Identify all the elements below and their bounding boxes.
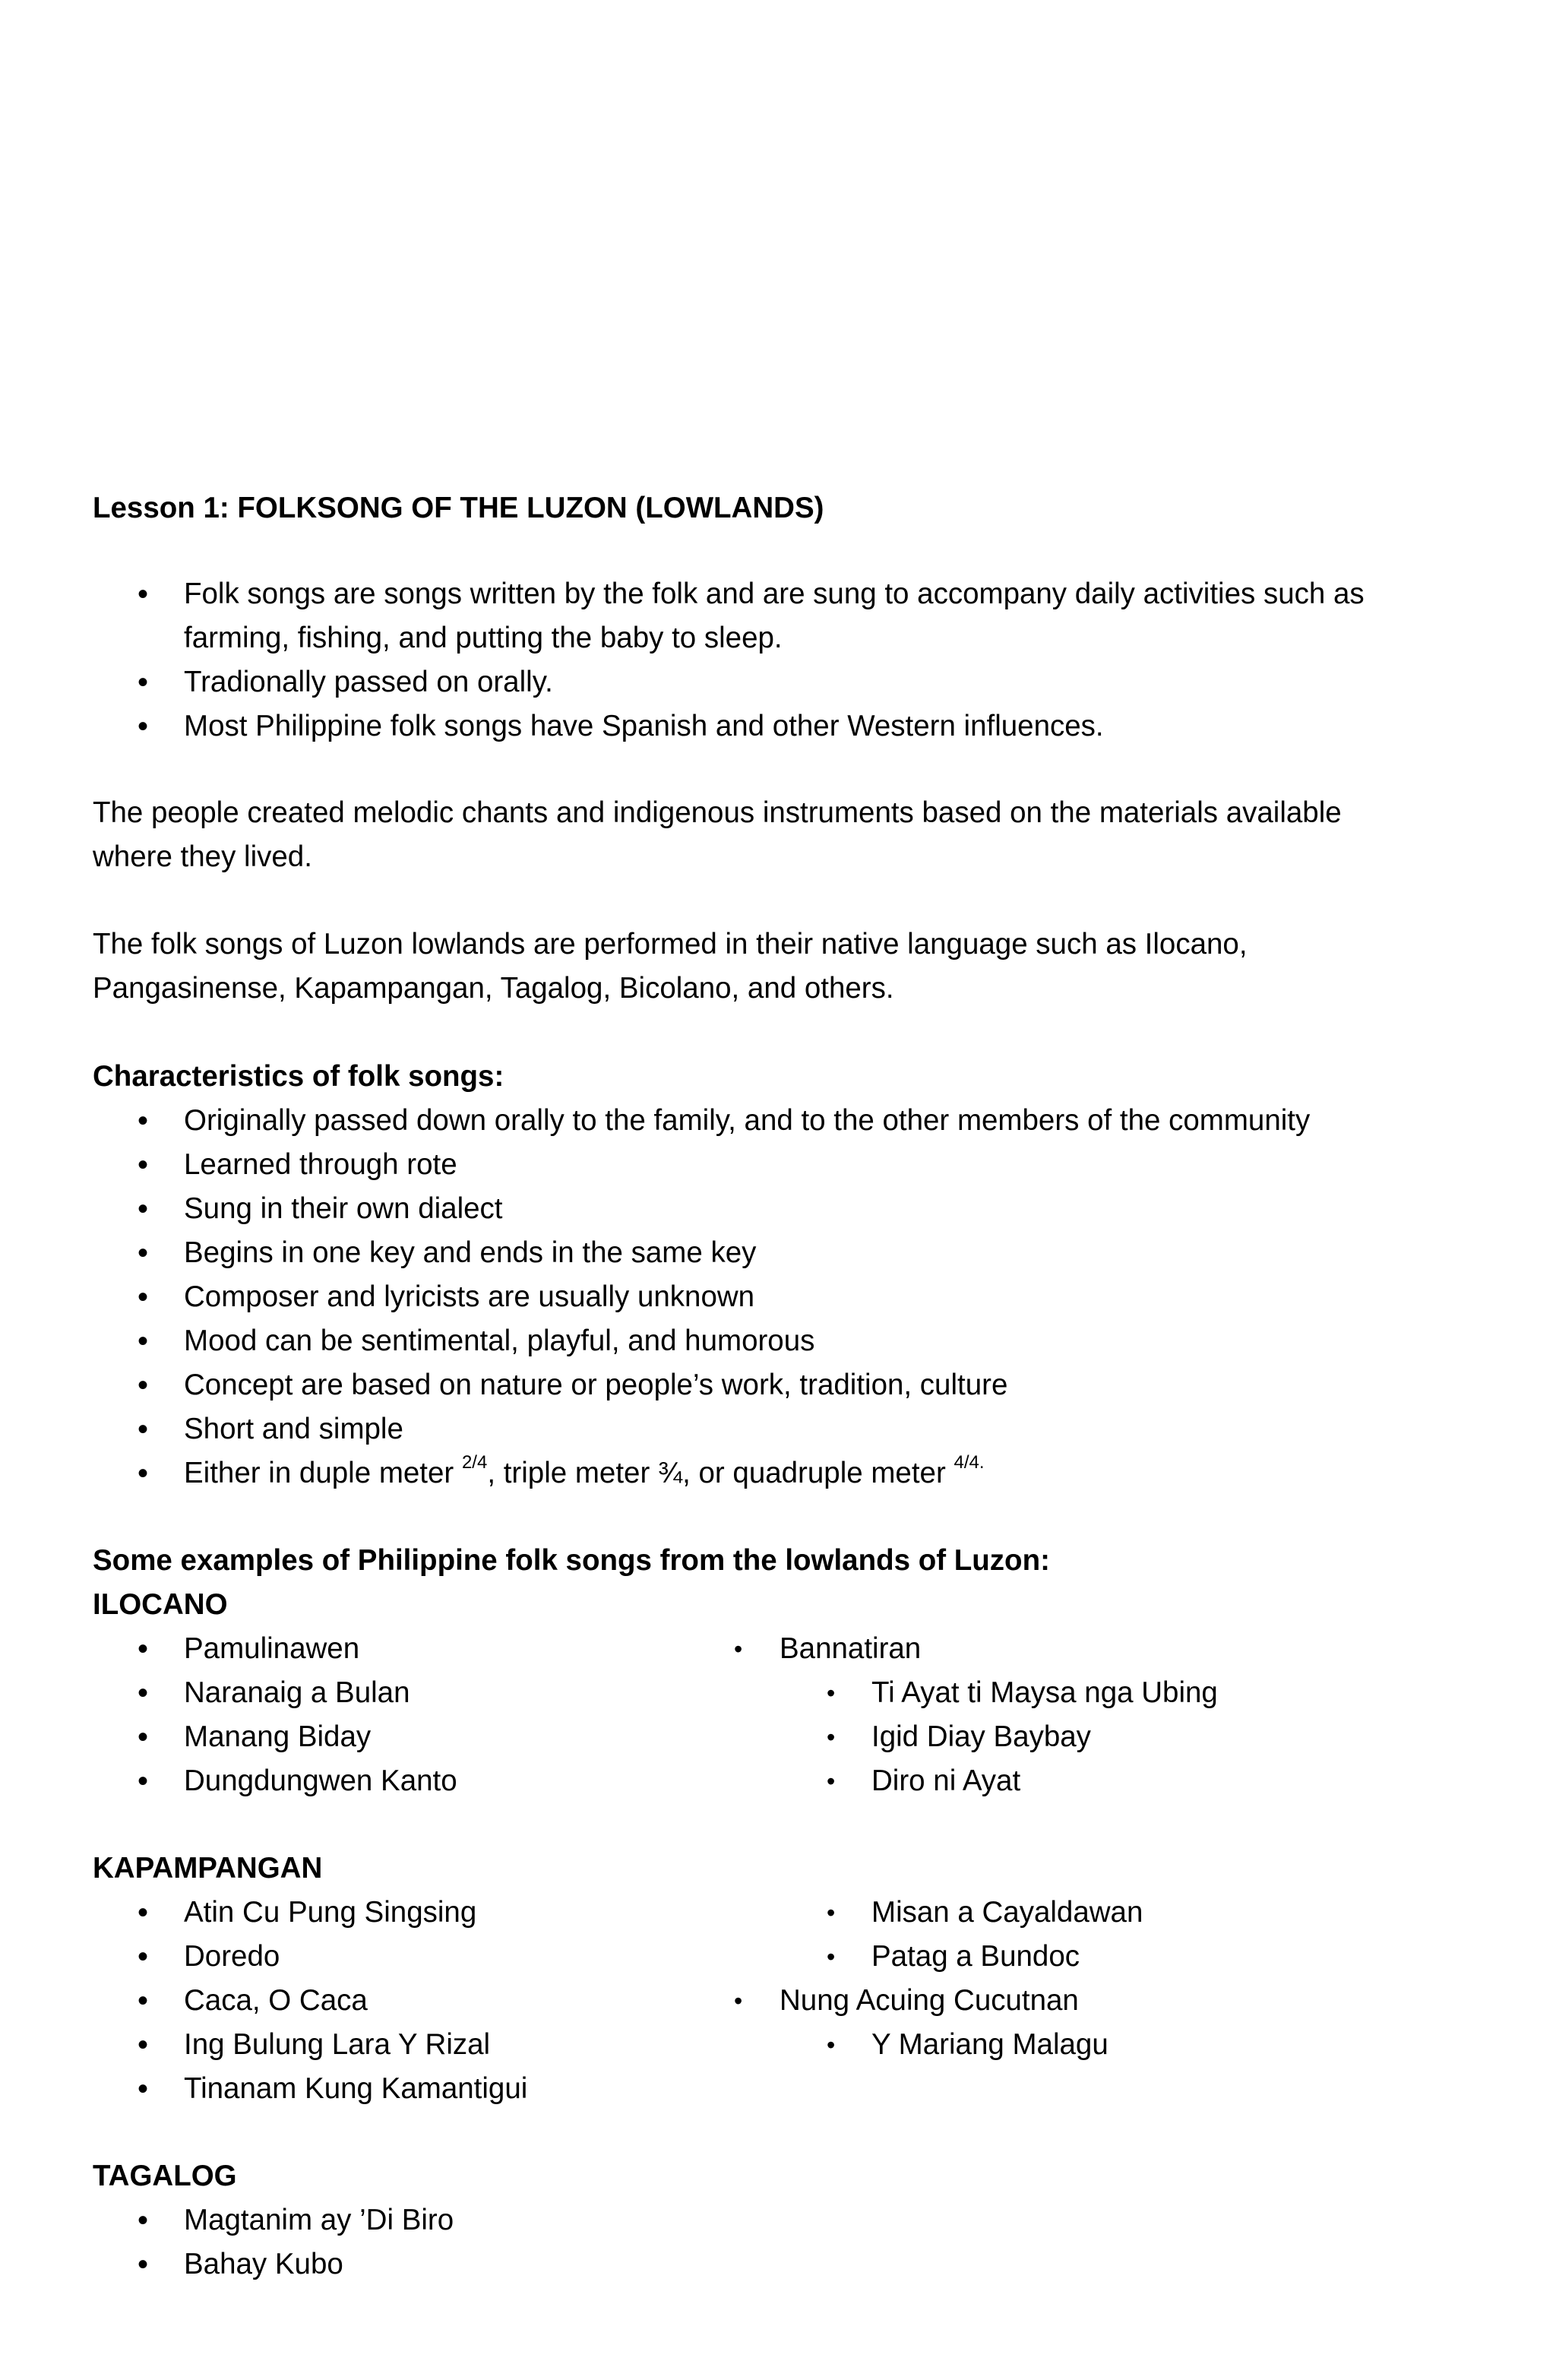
meter-text-b: , triple meter ¾, or quadruple meter [487, 1457, 954, 1489]
bullet-icon: • [138, 2028, 149, 2062]
paragraph-line: where they lived. [93, 840, 312, 873]
kapampangan-song-sub: Patag a Bundoc [871, 1940, 1080, 1973]
ilocano-song-sub: Igid Diay Baybay [871, 1720, 1091, 1753]
bullet-icon: • [138, 1236, 149, 1270]
bullet-icon: • [734, 1987, 743, 2014]
ilocano-song: Dungdungwen Kanto [184, 1764, 457, 1797]
meter-superscript-quadruple: 4/4. [954, 1451, 985, 1473]
bullet-icon: • [734, 1635, 743, 1663]
bullet-icon: • [138, 2072, 149, 2106]
characteristic-meter-item [184, 1451, 985, 1495]
bullet-icon: • [138, 1720, 149, 1754]
kapampangan-song: Tinanam Kung Kamantigui [184, 2072, 528, 2105]
bullet-icon: • [138, 1457, 149, 1490]
meter-superscript-duple: 2/4 [461, 1451, 488, 1473]
tagalog-song: Magtanim ay ’Di Biro [184, 2204, 454, 2236]
bullet-icon: • [138, 1192, 149, 1226]
intro-bullet: Tradionally passed on orally. [184, 666, 553, 698]
ilocano-heading: ILOCANO [93, 1588, 228, 1621]
kapampangan-song: Ing Bulung Lara Y Rizal [184, 2028, 491, 2061]
bullet-icon: • [138, 1413, 149, 1446]
bullet-icon: • [138, 1280, 149, 1314]
paragraph-line: Pangasinense, Kapampangan, Tagalog, Bicolano, and others. [93, 972, 894, 1005]
ilocano-song: Naranaig a Bulan [184, 1676, 410, 1709]
lesson-title: Lesson 1: FOLKSONG OF THE LUZON (LOWLANDS) [93, 492, 824, 524]
bullet-icon: • [138, 1632, 149, 1666]
characteristic-item: Short and simple [184, 1413, 403, 1445]
kapampangan-song: Atin Cu Pung Singsing [184, 1896, 477, 1929]
bullet-icon: • [138, 1325, 149, 1358]
bullet-icon: • [138, 710, 149, 743]
characteristic-item: Learned through rote [184, 1148, 457, 1181]
kapampangan-heading: KAPAMPANGAN [93, 1852, 323, 1885]
characteristic-item: Begins in one key and ends in the same key [184, 1236, 757, 1269]
kapampangan-song-sub: Y Mariang Malagu [871, 2028, 1108, 2061]
bullet-icon: • [138, 1940, 149, 1973]
bullet-icon: • [138, 1896, 149, 1929]
ilocano-song-sub: Ti Ayat ti Maysa nga Ubing [871, 1676, 1218, 1709]
intro-bullet: Folk songs are songs written by the folk and are sung to accompany daily activities such as [184, 578, 1365, 610]
bullet-icon: • [138, 1369, 149, 1402]
ilocano-song-sub: Diro ni Ayat [871, 1764, 1021, 1797]
bullet-icon: • [138, 1676, 149, 1710]
ilocano-song: Pamulinawen [184, 1632, 360, 1665]
kapampangan-song: Caca, O Caca [184, 1984, 368, 2017]
bullet-icon: • [138, 1984, 149, 2018]
kapampangan-song: Nung Acuing Cucutnan [780, 1984, 1079, 2017]
bullet-icon: • [138, 1148, 149, 1182]
paragraph-line: The folk songs of Luzon lowlands are performed in their native language such as Ilocano, [93, 928, 1248, 961]
bullet-icon: • [827, 1943, 836, 1970]
bullet-icon: • [138, 578, 149, 611]
meter-text-a: Either in duple meter [184, 1457, 462, 1489]
characteristic-item: Originally passed down orally to the family, and to the other members of the community [184, 1104, 1311, 1137]
bullet-icon: • [138, 2248, 149, 2281]
bullet-icon: • [138, 1764, 149, 1798]
bullet-icon: • [827, 1768, 836, 1795]
bullet-icon: • [827, 1899, 836, 1926]
tagalog-song: Bahay Kubo [184, 2248, 343, 2280]
bullet-icon: • [138, 666, 149, 699]
intro-bullet: Most Philippine folk songs have Spanish and other Western influences. [184, 710, 1104, 742]
bullet-icon: • [827, 1679, 836, 1707]
bullet-icon: • [138, 2204, 149, 2237]
examples-heading: Some examples of Philippine folk songs from the lowlands of Luzon: [93, 1544, 1050, 1577]
ilocano-song: Manang Biday [184, 1720, 372, 1753]
ilocano-song: Bannatiran [780, 1632, 922, 1665]
characteristic-item: Concept are based on nature or people’s work, tradition, culture [184, 1369, 1008, 1401]
characteristic-item: Composer and lyricists are usually unknown [184, 1280, 755, 1313]
paragraph-line: The people created melodic chants and indigenous instruments based on the materials available [93, 796, 1342, 829]
characteristics-heading: Characteristics of folk songs: [93, 1060, 504, 1093]
intro-bullet-continuation: farming, fishing, and putting the baby to sleep. [184, 622, 783, 654]
characteristic-item: Mood can be sentimental, playful, and humorous [184, 1325, 815, 1357]
characteristic-item: Sung in their own dialect [184, 1192, 503, 1225]
bullet-icon: • [827, 2031, 836, 2059]
bullet-icon: • [827, 1723, 836, 1751]
kapampangan-song: Doredo [184, 1940, 280, 1973]
bullet-icon: • [138, 1104, 149, 1138]
kapampangan-song-sub: Misan a Cayaldawan [871, 1896, 1143, 1929]
tagalog-heading: TAGALOG [93, 2160, 237, 2192]
